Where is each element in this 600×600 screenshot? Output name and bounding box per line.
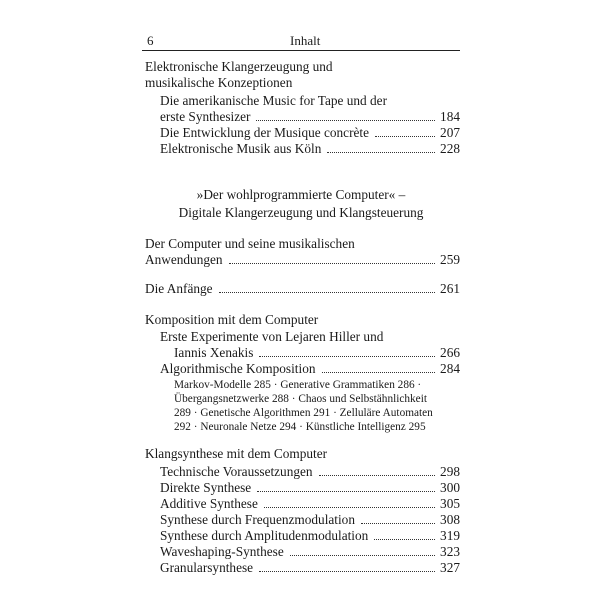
toc-page-number: 266: [440, 345, 460, 360]
subtopic-list: 289 · Genetische Algorithmen 291 · Zelluläre Automaten: [174, 407, 433, 419]
leader-dots: [264, 507, 435, 508]
toc-entry-label: Additive Synthese: [160, 496, 258, 511]
toc-page-number: 284: [440, 361, 460, 376]
toc-page-number: 298: [440, 464, 460, 479]
toc-entry-label: Die Anfänge: [145, 281, 213, 296]
leader-dots: [374, 539, 435, 540]
leader-dots: [259, 356, 435, 357]
toc-entry: [174, 345, 460, 361]
leader-dots: [319, 475, 435, 476]
toc-page-number: 327: [440, 560, 460, 575]
toc-entry: [160, 464, 460, 480]
toc-entry-label: Synthese durch Frequenzmodulation: [160, 512, 355, 527]
subtopic-list: 292 · Neuronale Netze 294 · Künstliche Intelligenz 295: [174, 421, 426, 433]
subtopic-list: Übergangsnetzwerke 288 · Chaos und Selbstähnlichkeit: [174, 393, 427, 405]
leader-dots: [290, 555, 435, 556]
leader-dots: [219, 292, 435, 293]
toc-entry-label: Erste Experimente von Lejaren Hiller und: [160, 329, 384, 344]
toc-page-number: 261: [440, 281, 460, 296]
leader-dots: [257, 491, 435, 492]
leader-dots: [375, 136, 435, 137]
toc-entry-label: erste Synthesizer: [160, 109, 251, 124]
section-title: Komposition mit dem Computer: [145, 312, 319, 327]
leader-dots: [259, 571, 435, 572]
page-number: 6: [147, 33, 154, 48]
toc-entry-label: Elektronische Musik aus Köln: [160, 141, 322, 156]
section-title: Elektronische Klangerzeugung und: [145, 59, 333, 74]
toc-entry-label: Granularsynthese: [160, 560, 254, 575]
toc-entry: [160, 560, 460, 576]
toc-entry-label: Direkte Synthese: [160, 480, 252, 495]
toc-entry-label: Technische Voraussetzungen: [160, 464, 313, 479]
toc-entry: [160, 512, 460, 528]
toc-page-number: 228: [440, 141, 460, 156]
toc-entry: [160, 544, 460, 560]
toc-page-number: 308: [440, 512, 460, 527]
leader-dots: [322, 372, 436, 373]
toc-entry: [160, 528, 460, 544]
toc-entry: [160, 125, 460, 141]
subtopic-list: Markov-Modelle 285 · Generative Grammatiken 286 ·: [174, 379, 422, 391]
part-heading: »Der wohlprogrammierte Computer« –: [196, 187, 406, 202]
toc-page-number: 323: [440, 544, 460, 559]
toc-entry-label: Anwendungen: [145, 252, 223, 267]
toc-page-number: 184: [440, 109, 460, 124]
toc-entry: [160, 361, 460, 377]
toc-entry-label: Waveshaping-Synthese: [160, 544, 284, 559]
leader-dots: [327, 152, 435, 153]
running-header: [142, 33, 460, 49]
toc-entry-label: Die Entwicklung der Musique concrète: [160, 125, 369, 140]
toc-entry-label: Synthese durch Amplitudenmodulation: [160, 528, 369, 543]
toc-entry-label: Die amerikanische Music for Tape und der: [160, 93, 388, 108]
toc-page-number: 305: [440, 496, 460, 511]
toc-entry: [160, 109, 460, 125]
toc-page-number: 259: [440, 252, 460, 267]
header-title: Inhalt: [290, 33, 321, 48]
leader-dots: [256, 120, 435, 121]
section-title: Klangsynthese mit dem Computer: [145, 446, 328, 461]
toc-entry-label: Algorithmische Komposition: [160, 361, 316, 376]
toc-entry: [160, 496, 460, 512]
leader-dots: [229, 263, 435, 264]
leader-dots: [361, 523, 435, 524]
header-rule: [142, 50, 460, 51]
toc-page-number: 300: [440, 480, 460, 495]
toc-entry: [145, 252, 460, 268]
toc-page-number: 319: [440, 528, 460, 543]
toc-entry-label: Iannis Xenakis: [174, 345, 254, 360]
toc-entry: [160, 141, 460, 157]
section-title: Der Computer und seine musikalischen: [145, 236, 355, 251]
toc-page-number: 207: [440, 125, 460, 140]
toc-entry: [160, 480, 460, 496]
toc-entry: [145, 281, 460, 297]
part-heading: Digitale Klangerzeugung und Klangsteuerung: [178, 205, 424, 220]
section-title: musikalische Konzeptionen: [145, 75, 293, 90]
